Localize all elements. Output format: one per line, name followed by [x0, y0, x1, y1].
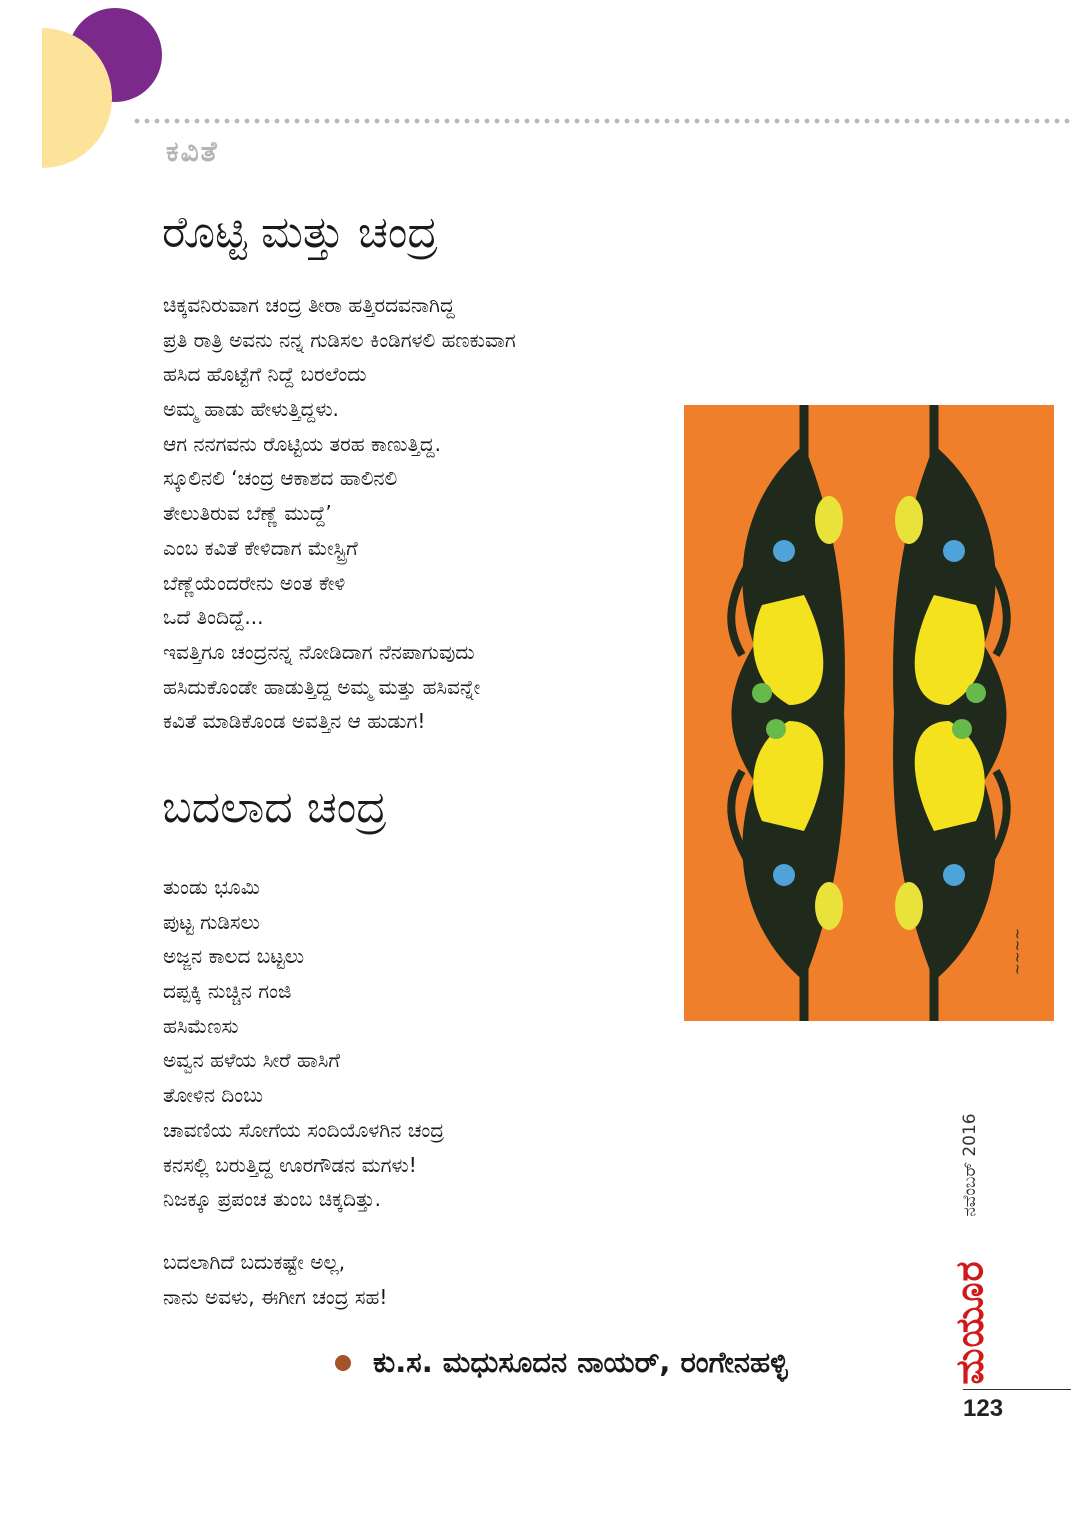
poem-line: ತೋಳಿನ ದಿಂಬು: [163, 1083, 263, 1108]
poem-line: ಪುಟ್ಟ ಗುಡಿಸಲು: [163, 909, 260, 934]
dotted-rule: [132, 117, 1072, 125]
bullet-icon: [335, 1355, 351, 1371]
poem-line: ಚಿಕ್ಕವನಿರುವಾಗ ಚಂದ್ರ ತೀರಾ ಹತ್ತಿರದವನಾಗಿದ್ದ: [163, 293, 455, 317]
poem-line: ನಾನು ಅವಳು, ಈಗೀಗ ಚಂದ್ರ ಸಹ!: [163, 1284, 388, 1309]
poem-line: ಹಸಿಮೆಣಸು: [163, 1013, 239, 1038]
poem-line: ಬದಲಾಗಿದೆ ಬದುಕಷ್ಟೇ ಅಲ್ಲ,: [163, 1250, 346, 1274]
poem-line: ಎಂಬ ಕವಿತೆ ಕೇಳಿದಾಗ ಮೇಸ್ಟ್ರಿಗೆ: [163, 535, 358, 560]
poem-line: ಸ್ಕೂಲಿನಲಿ ‘ಚಂದ್ರ ಆಕಾಶದ ಹಾಲಿನಲಿ: [163, 466, 398, 491]
poem-line: ತುಂಡು ಭೂಮಿ: [163, 875, 260, 899]
poem-line: ನಿಜಕ್ಕೂ ಪ್ರಪಂಚ ತುಂಬ ಚಿಕ್ಕದಿತ್ತು.: [163, 1187, 381, 1212]
poem-2-stanza-1: [163, 870, 444, 1217]
poem-line: ಅವ್ವನ ಹಳೆಯ ಸೀರೆ ಹಾಸಿಗೆ: [163, 1048, 341, 1073]
poem-line: ಪ್ರತಿ ರಾತ್ರಿ ಅವನು ನನ್ನ ಗುಡಿಸಲ ಕಿಂಡಿಗಳಲಿ ಹಣಕುವಾಗ: [163, 327, 516, 352]
poem-line: ಕನಸಲ್ಲಿ ಬರುತ್ತಿದ್ದ ಊರಗೌಡನ ಮಗಳು!: [163, 1152, 417, 1177]
corner-decoration: [0, 0, 170, 180]
page-number-rule: [963, 1389, 1071, 1390]
poem-line: ಚಾವಣಿಯ ಸೋಗೆಯ ಸಂದಿಯೊಳಗಿನ ಚಂದ್ರ: [163, 1117, 445, 1142]
artist-signature: ~~~~: [1010, 928, 1026, 975]
author-name: ಕು.ಸ. ಮಧುಸೂದನ ನಾಯರ್, ರಂಗೇನಹಳ್ಳಿ: [373, 1345, 788, 1379]
poem-line: ಆಗ ನನಗವನು ರೊಟ್ಟಿಯ ತರಹ ಕಾಣುತ್ತಿದ್ದ.: [163, 431, 441, 456]
poem-title-2: ಬದಲಾದ ಚಂದ್ರ: [162, 782, 387, 833]
poem-line: ತೇಲುತಿರುವ ಬೆಣ್ಣೆ ಮುದ್ದೆ’: [163, 501, 332, 526]
poem-title-1: ರೊಟ್ಟಿ ಮತ್ತು ಚಂದ್ರ: [162, 207, 438, 258]
poem-line: ಅಮ್ಮ ಹಾಡು ಹೇಳುತ್ತಿದ್ದಳು.: [163, 397, 339, 422]
magazine-name: ಮಯೂರ: [947, 1260, 992, 1385]
poem-1-body: [163, 288, 516, 739]
section-label: ಕವಿತೆ: [166, 135, 219, 168]
artwork-illustration: [684, 405, 1054, 1021]
poem-line: ಅಜ್ಜನ ಕಾಲದ ಬಟ್ಟಲು: [163, 944, 305, 969]
issue-date: ನವೆಂಬರ್ 2016: [960, 1113, 980, 1217]
page-number: 123: [963, 1395, 1004, 1422]
poem-line: ಬೆಣ್ಣೆಯೆಂದರೇನು ಅಂತ ಕೇಳಿ: [163, 570, 346, 595]
poem-line: ಹಸಿದುಕೊಂಡೇ ಹಾಡುತ್ತಿದ್ದ ಅಮ್ಮ ಮತ್ತು ಹಸಿವನ್ನೇ: [163, 674, 481, 699]
poem-line: ಒದೆ ತಿಂದಿದ್ದೆ...: [163, 605, 264, 630]
issue-sidebar: [945, 1100, 995, 1385]
poem-2-stanza-2: [163, 1245, 387, 1314]
author-credit: [335, 1345, 788, 1380]
poem-line: ಇವತ್ತಿಗೂ ಚಂದ್ರನನ್ನ ನೋಡಿದಾಗ ನೆನಪಾಗುವುದು: [163, 639, 475, 664]
artwork-image: [684, 405, 1054, 1021]
poem-line: ಹಸಿದ ಹೊಟ್ಟೆಗೆ ನಿದ್ದೆ ಬರಲೆಂದು: [163, 362, 367, 387]
poem-line: ದಪ್ಪಕ್ಕಿ ನುಚ್ಚಿನ ಗಂಜಿ: [163, 979, 292, 1004]
poem-line: ಕವಿತೆ ಮಾಡಿಕೊಂಡ ಅವತ್ತಿನ ಆ ಹುಡುಗ!: [163, 709, 426, 734]
